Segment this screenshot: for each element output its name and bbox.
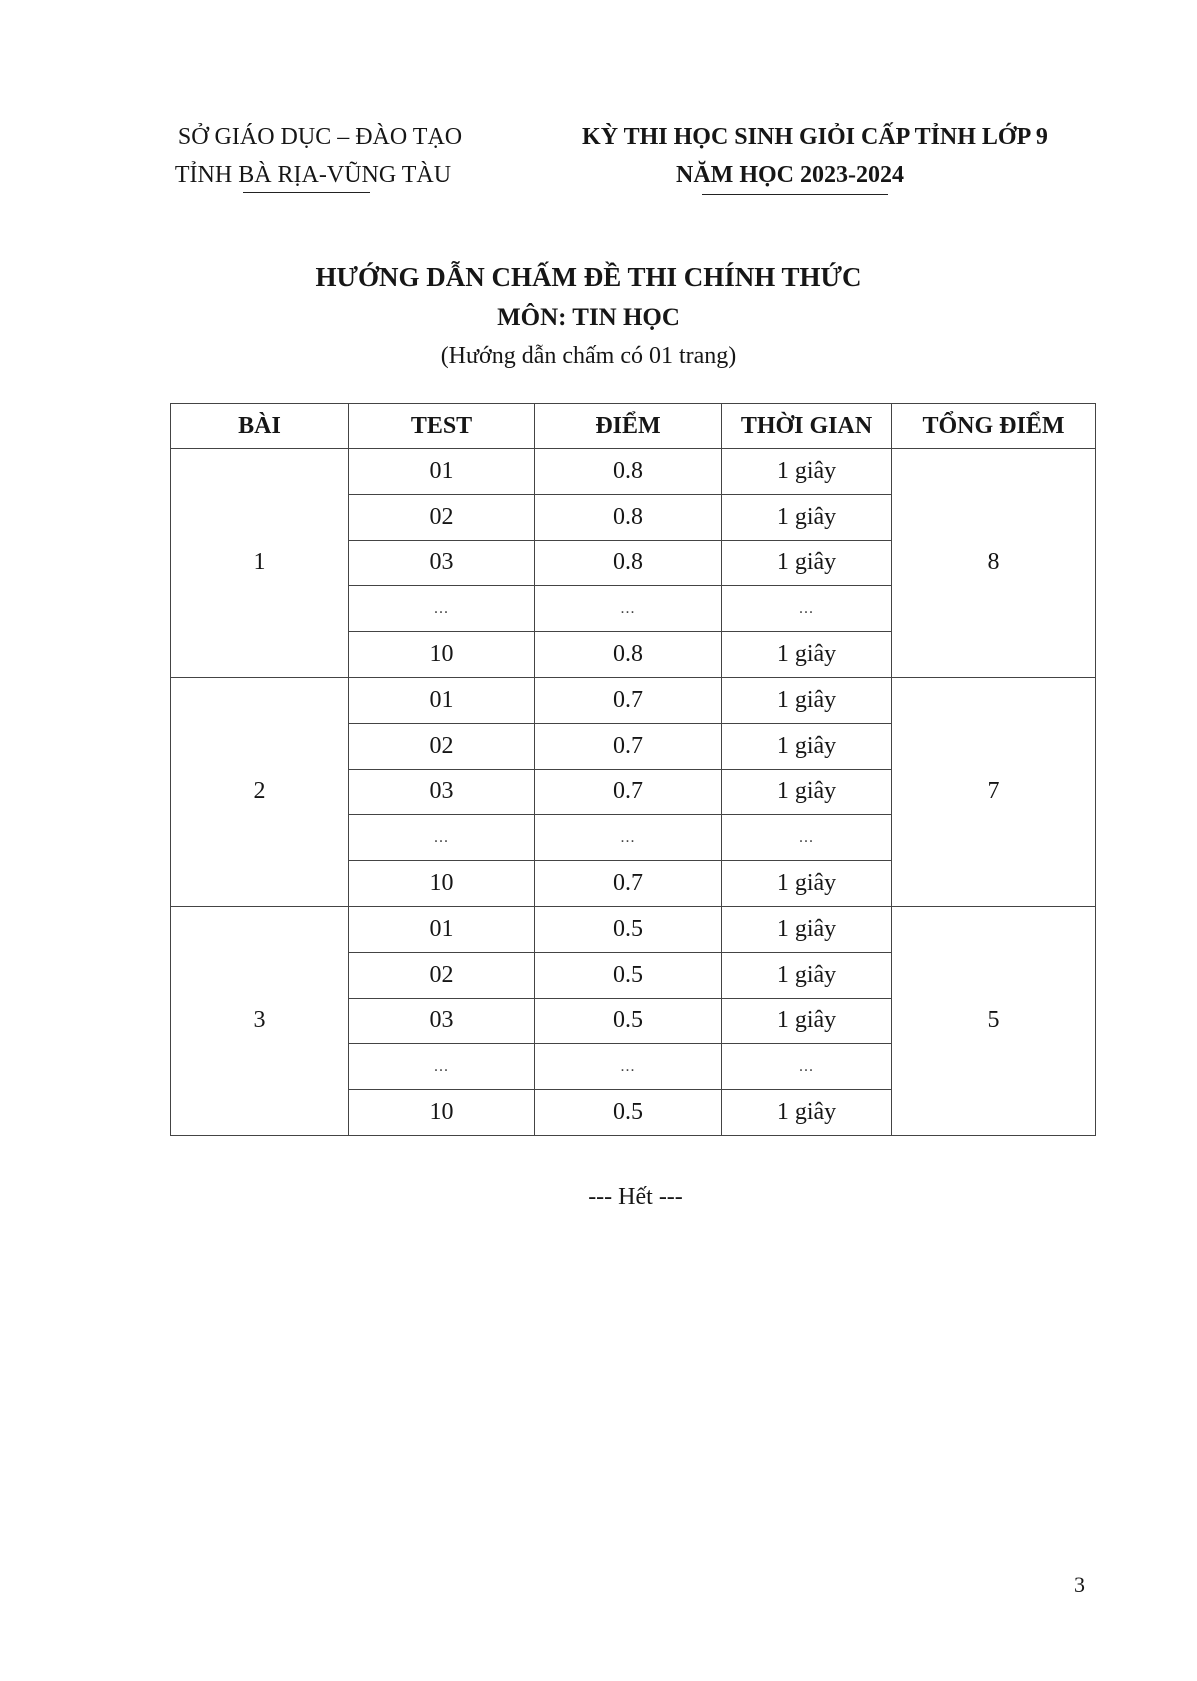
test-score: 0.8 (535, 494, 722, 540)
exam-heading-underline (702, 194, 888, 195)
exam-name: KỲ THI HỌC SINH GIỎI CẤP TỈNH LỚP 9 (582, 124, 1048, 150)
test-id: 03 (349, 540, 535, 586)
test-id: 10 (349, 632, 535, 678)
time-limit-ellipsis: ... (722, 1044, 892, 1090)
time-limit-ellipsis: ... (722, 815, 892, 861)
test-id: 03 (349, 769, 535, 815)
exam-heading (535, 118, 1095, 194)
table-row (171, 906, 1096, 952)
time-limit: 1 giây (722, 540, 892, 586)
test-score: 0.7 (535, 723, 722, 769)
time-limit-ellipsis: ... (722, 586, 892, 632)
time-limit: 1 giây (722, 906, 892, 952)
time-limit: 1 giây (722, 998, 892, 1044)
test-id: 01 (349, 906, 535, 952)
test-score: 0.7 (535, 861, 722, 907)
test-id: 03 (349, 998, 535, 1044)
subject-title: MÔN: TIN HỌC (497, 304, 680, 331)
problem-total: 8 (892, 449, 1096, 678)
time-limit: 1 giây (722, 1090, 892, 1136)
test-id: 10 (349, 861, 535, 907)
time-limit: 1 giây (722, 769, 892, 815)
test-score: 0.5 (535, 906, 722, 952)
test-id: 01 (349, 677, 535, 723)
document-title: HƯỚNG DẪN CHẤM ĐỀ THI CHÍNH THỨC (315, 262, 862, 292)
test-id: 02 (349, 723, 535, 769)
header-time: THỜI GIAN (722, 404, 892, 449)
test-score: 0.5 (535, 998, 722, 1044)
test-score: 0.5 (535, 1090, 722, 1136)
header-test: TEST (349, 404, 535, 449)
test-id: 02 (349, 952, 535, 998)
test-score: 0.5 (535, 952, 722, 998)
test-score-ellipsis: ... (535, 586, 722, 632)
table-row (171, 449, 1096, 495)
test-id: 10 (349, 1090, 535, 1136)
time-limit: 1 giây (722, 449, 892, 495)
table-header-row (171, 404, 1096, 449)
test-id-ellipsis: ... (349, 586, 535, 632)
test-id: 02 (349, 494, 535, 540)
header-score: ĐIỂM (535, 404, 722, 449)
header-total: TỔNG ĐIỂM (892, 404, 1096, 449)
test-score: 0.7 (535, 677, 722, 723)
test-id-ellipsis: ... (349, 815, 535, 861)
school-year: NĂM HỌC 2023-2024 (676, 162, 904, 188)
problem-total: 5 (892, 906, 1096, 1135)
test-score: 0.8 (535, 632, 722, 678)
problem-number: 2 (171, 677, 349, 906)
page-count-note: (Hướng dẫn chấm có 01 trang) (440, 343, 737, 369)
test-id: 01 (349, 449, 535, 495)
province-name: TỈNH BÀ RỊA-VŨNG TÀU (174, 162, 452, 188)
problem-total: 7 (892, 677, 1096, 906)
problem-number: 3 (171, 906, 349, 1135)
issuing-authority (170, 118, 470, 194)
grading-table (170, 403, 1096, 1136)
test-score: 0.8 (535, 540, 722, 586)
time-limit: 1 giây (722, 632, 892, 678)
authority-underline (243, 192, 370, 193)
page-number: 3 (1074, 1572, 1085, 1597)
time-limit: 1 giây (722, 723, 892, 769)
end-of-document-mark: --- Hết --- (588, 1184, 683, 1210)
test-id-ellipsis: ... (349, 1044, 535, 1090)
test-score-ellipsis: ... (535, 815, 722, 861)
test-score: 0.7 (535, 769, 722, 815)
department-name: SỞ GIÁO DỤC – ĐÀO TẠO (177, 124, 463, 150)
time-limit: 1 giây (722, 952, 892, 998)
header-bai: BÀI (171, 404, 349, 449)
problem-number: 1 (171, 449, 349, 678)
table-row (171, 677, 1096, 723)
time-limit: 1 giây (722, 494, 892, 540)
test-score-ellipsis: ... (535, 1044, 722, 1090)
test-score: 0.8 (535, 449, 722, 495)
time-limit: 1 giây (722, 861, 892, 907)
time-limit: 1 giây (722, 677, 892, 723)
